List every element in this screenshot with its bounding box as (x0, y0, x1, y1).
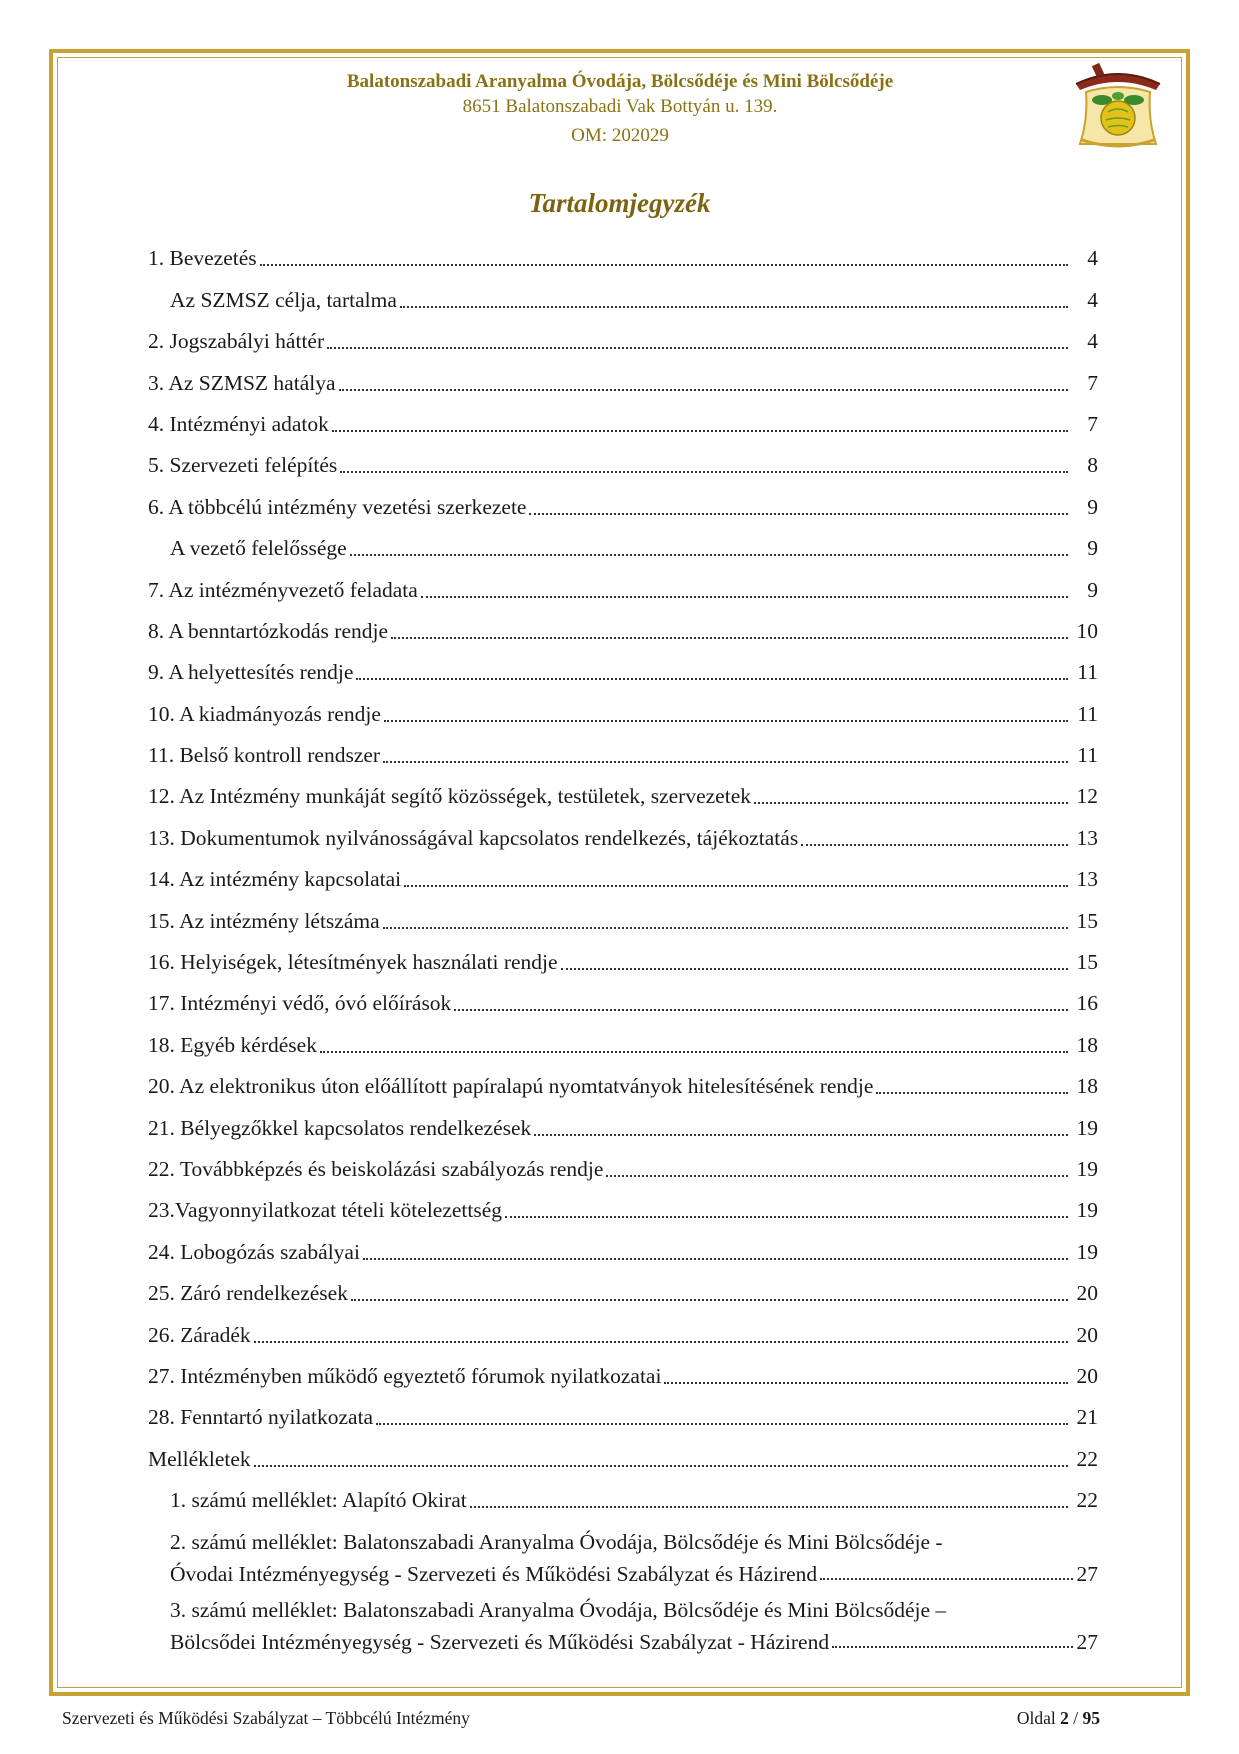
toc-entry-label: 5. Szervezeti felépítés (148, 453, 338, 478)
toc-entry-label: 1. számú melléklet: Alapító Okirat (170, 1488, 467, 1513)
toc-entry[interactable] (148, 774, 1098, 815)
toc-leader-dots (351, 1299, 1068, 1301)
toc-leader-dots (340, 471, 1068, 473)
toc-entry-label: 25. Záró rendelkezések (148, 1281, 348, 1306)
toc-leader-dots (404, 885, 1068, 887)
toc-entry[interactable] (148, 981, 1098, 1022)
institution-om: OM: 202029 (571, 125, 669, 146)
toc-leader-dots (254, 1465, 1068, 1467)
toc-entry[interactable] (148, 1064, 1098, 1105)
toc-entry-label: 23.Vagyonnyilatkozat tételi kötelezettség (148, 1198, 503, 1223)
toc-entry[interactable] (148, 733, 1098, 774)
toc-entry[interactable] (148, 1354, 1098, 1395)
toc-leader-dots (339, 389, 1068, 391)
toc-leader-dots (505, 1216, 1068, 1218)
toc-entry[interactable] (148, 1022, 1098, 1063)
toc-leader-dots (383, 927, 1068, 929)
toc-entry-page: 21 (1076, 1405, 1098, 1430)
toc-entry-label: 28. Fenntartó nyilatkozata (148, 1405, 374, 1430)
toc-entry[interactable] (148, 1478, 1098, 1519)
toc-entry-page: 16 (1076, 991, 1098, 1016)
toc-entry[interactable] (148, 319, 1098, 360)
toc-entry[interactable] (148, 650, 1098, 691)
toc-entry-label-line2: Bölcsődei Intézményegység - Szervezeti és Működési Szabályzat - Házirend (170, 1630, 830, 1655)
toc-entry-page: 11 (1077, 660, 1098, 685)
toc-leader-dots (421, 596, 1068, 598)
toc-entry-page: 19 (1076, 1198, 1098, 1223)
toc-leader-dots (376, 1423, 1068, 1425)
toc-entry-page: 27 (1076, 1630, 1098, 1655)
toc-entry-page: 19 (1076, 1115, 1098, 1140)
toc-entry-page: 11 (1077, 701, 1098, 726)
toc-entry-label: 15. Az intézmény létszáma (148, 908, 380, 933)
toc-entry[interactable] (148, 443, 1098, 484)
toc-entry[interactable] (148, 857, 1098, 898)
toc-entry-label-line1: 2. számú melléklet: Balatonszabadi Aranyalma Óvodája, Bölcsődéje és Mini Bölcsődéje - (170, 1530, 943, 1555)
toc-leader-dots (664, 1382, 1068, 1384)
toc-entry[interactable] (148, 1271, 1098, 1312)
footer-document-title: Szervezeti és Működési Szabályzat – Többcélú Intézmény (62, 1708, 470, 1728)
toc-leader-dots (332, 430, 1068, 432)
toc-entry-label: 22. Továbbképzés és beiskolázási szabályozás rendje (148, 1156, 604, 1181)
toc-entry-page: 7 (1087, 370, 1098, 395)
toc-entry[interactable] (148, 691, 1098, 732)
toc-entry-label: 24. Lobogózás szabályai (148, 1239, 360, 1264)
toc-leader-dots (876, 1092, 1068, 1094)
toc-entry[interactable] (148, 940, 1098, 981)
toc-entry-label: 17. Intézményi védő, óvó előírások (148, 991, 452, 1016)
toc-entry-annex-2[interactable] (148, 1527, 1098, 1587)
toc-leader-dots (350, 554, 1068, 556)
toc-leader-dots (363, 1258, 1068, 1260)
toc-entry[interactable] (148, 898, 1098, 939)
letterhead (200, 70, 1040, 148)
footer-page-prefix: Oldal (1016, 1708, 1056, 1728)
toc-entry-label: 20. Az elektronikus úton előállított papíralapú nyomtatványok hitelesítésének rendje (148, 1074, 874, 1099)
toc-leader-dots (561, 968, 1068, 970)
toc-entry[interactable] (148, 402, 1098, 443)
toc-entry[interactable] (148, 1147, 1098, 1188)
toc-entry-label-line2: Óvodai Intézményegység - Szervezeti és Működési Szabályzat és Házirend (170, 1562, 818, 1587)
toc-leader-dots (320, 1051, 1068, 1053)
toc-leader-dots (391, 637, 1068, 639)
toc-leader-dots (327, 347, 1068, 349)
toc-entry-label: 14. Az intézmény kapcsolatai (148, 867, 402, 892)
toc-entry-page: 18 (1076, 1074, 1098, 1099)
toc-entry-label: 18. Egyéb kérdések (148, 1032, 317, 1057)
institution-address: 8651 Balatonszabadi Vak Bottyán u. 139. (462, 96, 778, 117)
institution-name: Balatonszabadi Aranyalma Óvodája, Bölcsődéje és Mini Bölcsődéje (346, 71, 894, 92)
toc-entry-label: 4. Intézményi adatok (148, 411, 329, 436)
toc-leader-dots (454, 1009, 1068, 1011)
toc-entry-label: Az SZMSZ célja, tartalma (170, 287, 397, 312)
footer-page-separator: / (1073, 1708, 1079, 1728)
toc-entry-page: 4 (1087, 246, 1098, 271)
toc-entry-label: 26. Záradék (148, 1322, 251, 1347)
toc-entry[interactable] (148, 567, 1098, 608)
toc-entry-page: 15 (1076, 908, 1098, 933)
toc-entry-label: 27. Intézményben működő egyeztető fórumok nyilatkozatai (148, 1363, 662, 1388)
toc-leader-dots (801, 844, 1068, 846)
toc-entry-page: 9 (1087, 577, 1098, 602)
toc-entry-annex-3[interactable] (148, 1595, 1098, 1655)
toc-leader-dots (820, 1578, 1072, 1580)
toc-entry-page: 13 (1076, 825, 1098, 850)
toc-entry[interactable] (148, 609, 1098, 650)
toc-leader-dots (260, 264, 1068, 266)
toc-entry-label: 12. Az Intézmény munkáját segítő közösségek, testületek, szervezetek (148, 784, 751, 809)
toc-leader-dots (832, 1646, 1072, 1648)
toc-entry-label: 11. Belső kontroll rendszer (148, 743, 381, 768)
toc-entry[interactable] (148, 277, 1098, 318)
toc-entry-label: 21. Bélyegzőkkel kapcsolatos rendelkezések (148, 1115, 532, 1140)
footer-page-total: 95 (1082, 1708, 1100, 1728)
table-of-contents (148, 236, 1098, 1655)
toc-leader-dots (534, 1134, 1068, 1136)
toc-entry-label: 8. A benntartózkodás rendje (148, 618, 389, 643)
toc-entry-page: 12 (1076, 784, 1098, 809)
toc-entry[interactable] (148, 1395, 1098, 1436)
toc-entry[interactable] (148, 1188, 1098, 1229)
toc-entry-label: Mellékletek (148, 1446, 251, 1471)
toc-leader-dots (384, 720, 1068, 722)
toc-entry-label-line1: 3. számú melléklet: Balatonszabadi Aranyalma Óvodája, Bölcsődéje és Mini Bölcsődéje – (170, 1598, 947, 1623)
toc-entry-page: 4 (1087, 287, 1098, 312)
toc-entry-page: 22 (1076, 1488, 1098, 1513)
toc-entry-page: 9 (1087, 494, 1098, 519)
toc-entry-page: 7 (1087, 411, 1098, 436)
toc-entry[interactable] (148, 1105, 1098, 1146)
toc-entry-label: 2. Jogszabályi háttér (148, 329, 325, 354)
toc-entry-page: 19 (1076, 1156, 1098, 1181)
toc-entry-page: 10 (1076, 618, 1098, 643)
toc-leader-dots (754, 802, 1068, 804)
toc-leader-dots (400, 306, 1068, 308)
toc-entry-label: 3. Az SZMSZ hatálya (148, 370, 336, 395)
toc-entry-page: 11 (1077, 743, 1098, 768)
footer-page-number (1017, 1708, 1100, 1729)
toc-entry-page: 9 (1087, 536, 1098, 561)
toc-entry-page: 15 (1076, 950, 1098, 975)
toc-entry-label: 13. Dokumentumok nyilvánosságával kapcsolatos rendelkezés, tájékoztatás (148, 825, 799, 850)
toc-leader-dots (356, 678, 1068, 680)
toc-entry[interactable] (148, 360, 1098, 401)
toc-entry[interactable] (148, 526, 1098, 567)
toc-entry[interactable] (148, 1229, 1098, 1270)
toc-entry-label: 10. A kiadmányozás rendje (148, 701, 381, 726)
toc-entry-label: 16. Helyiségek, létesítmények használati rendje (148, 950, 558, 975)
apple-emblem-icon (1072, 60, 1164, 152)
toc-entry-page: 8 (1087, 453, 1098, 478)
toc-entry[interactable] (148, 1436, 1098, 1477)
toc-entries (148, 236, 1098, 1519)
toc-entry[interactable] (148, 815, 1098, 856)
toc-entry-page: 18 (1076, 1032, 1098, 1057)
toc-entry-page: 27 (1076, 1562, 1098, 1587)
toc-leader-dots (254, 1341, 1068, 1343)
toc-entry-page: 19 (1076, 1239, 1098, 1264)
toc-entry[interactable] (148, 236, 1098, 277)
toc-entry-page: 20 (1076, 1281, 1098, 1306)
toc-entry-label: A vezető felelőssége (170, 536, 347, 561)
toc-entry-page: 13 (1076, 867, 1098, 892)
toc-entry[interactable] (148, 1312, 1098, 1353)
toc-entry-page: 20 (1076, 1322, 1098, 1347)
footer-page-current: 2 (1060, 1708, 1069, 1728)
toc-entry-label: 7. Az intézményvezető feladata (148, 577, 418, 602)
toc-entry-label: 6. A többcélú intézmény vezetési szerkezete (148, 494, 527, 519)
toc-entry[interactable] (148, 484, 1098, 525)
toc-leader-dots (606, 1175, 1068, 1177)
toc-title: Tartalomjegyzék (528, 188, 711, 218)
toc-leader-dots (470, 1506, 1068, 1508)
page-footer (62, 1708, 1100, 1729)
toc-entry-page: 20 (1076, 1363, 1098, 1388)
toc-entry-label: 1. Bevezetés (148, 246, 257, 271)
toc-entry-page: 4 (1087, 329, 1098, 354)
toc-entry-label: 9. A helyettesítés rendje (148, 660, 354, 685)
toc-entry-page: 22 (1076, 1446, 1098, 1471)
toc-leader-dots (383, 761, 1068, 763)
toc-leader-dots (529, 513, 1068, 515)
